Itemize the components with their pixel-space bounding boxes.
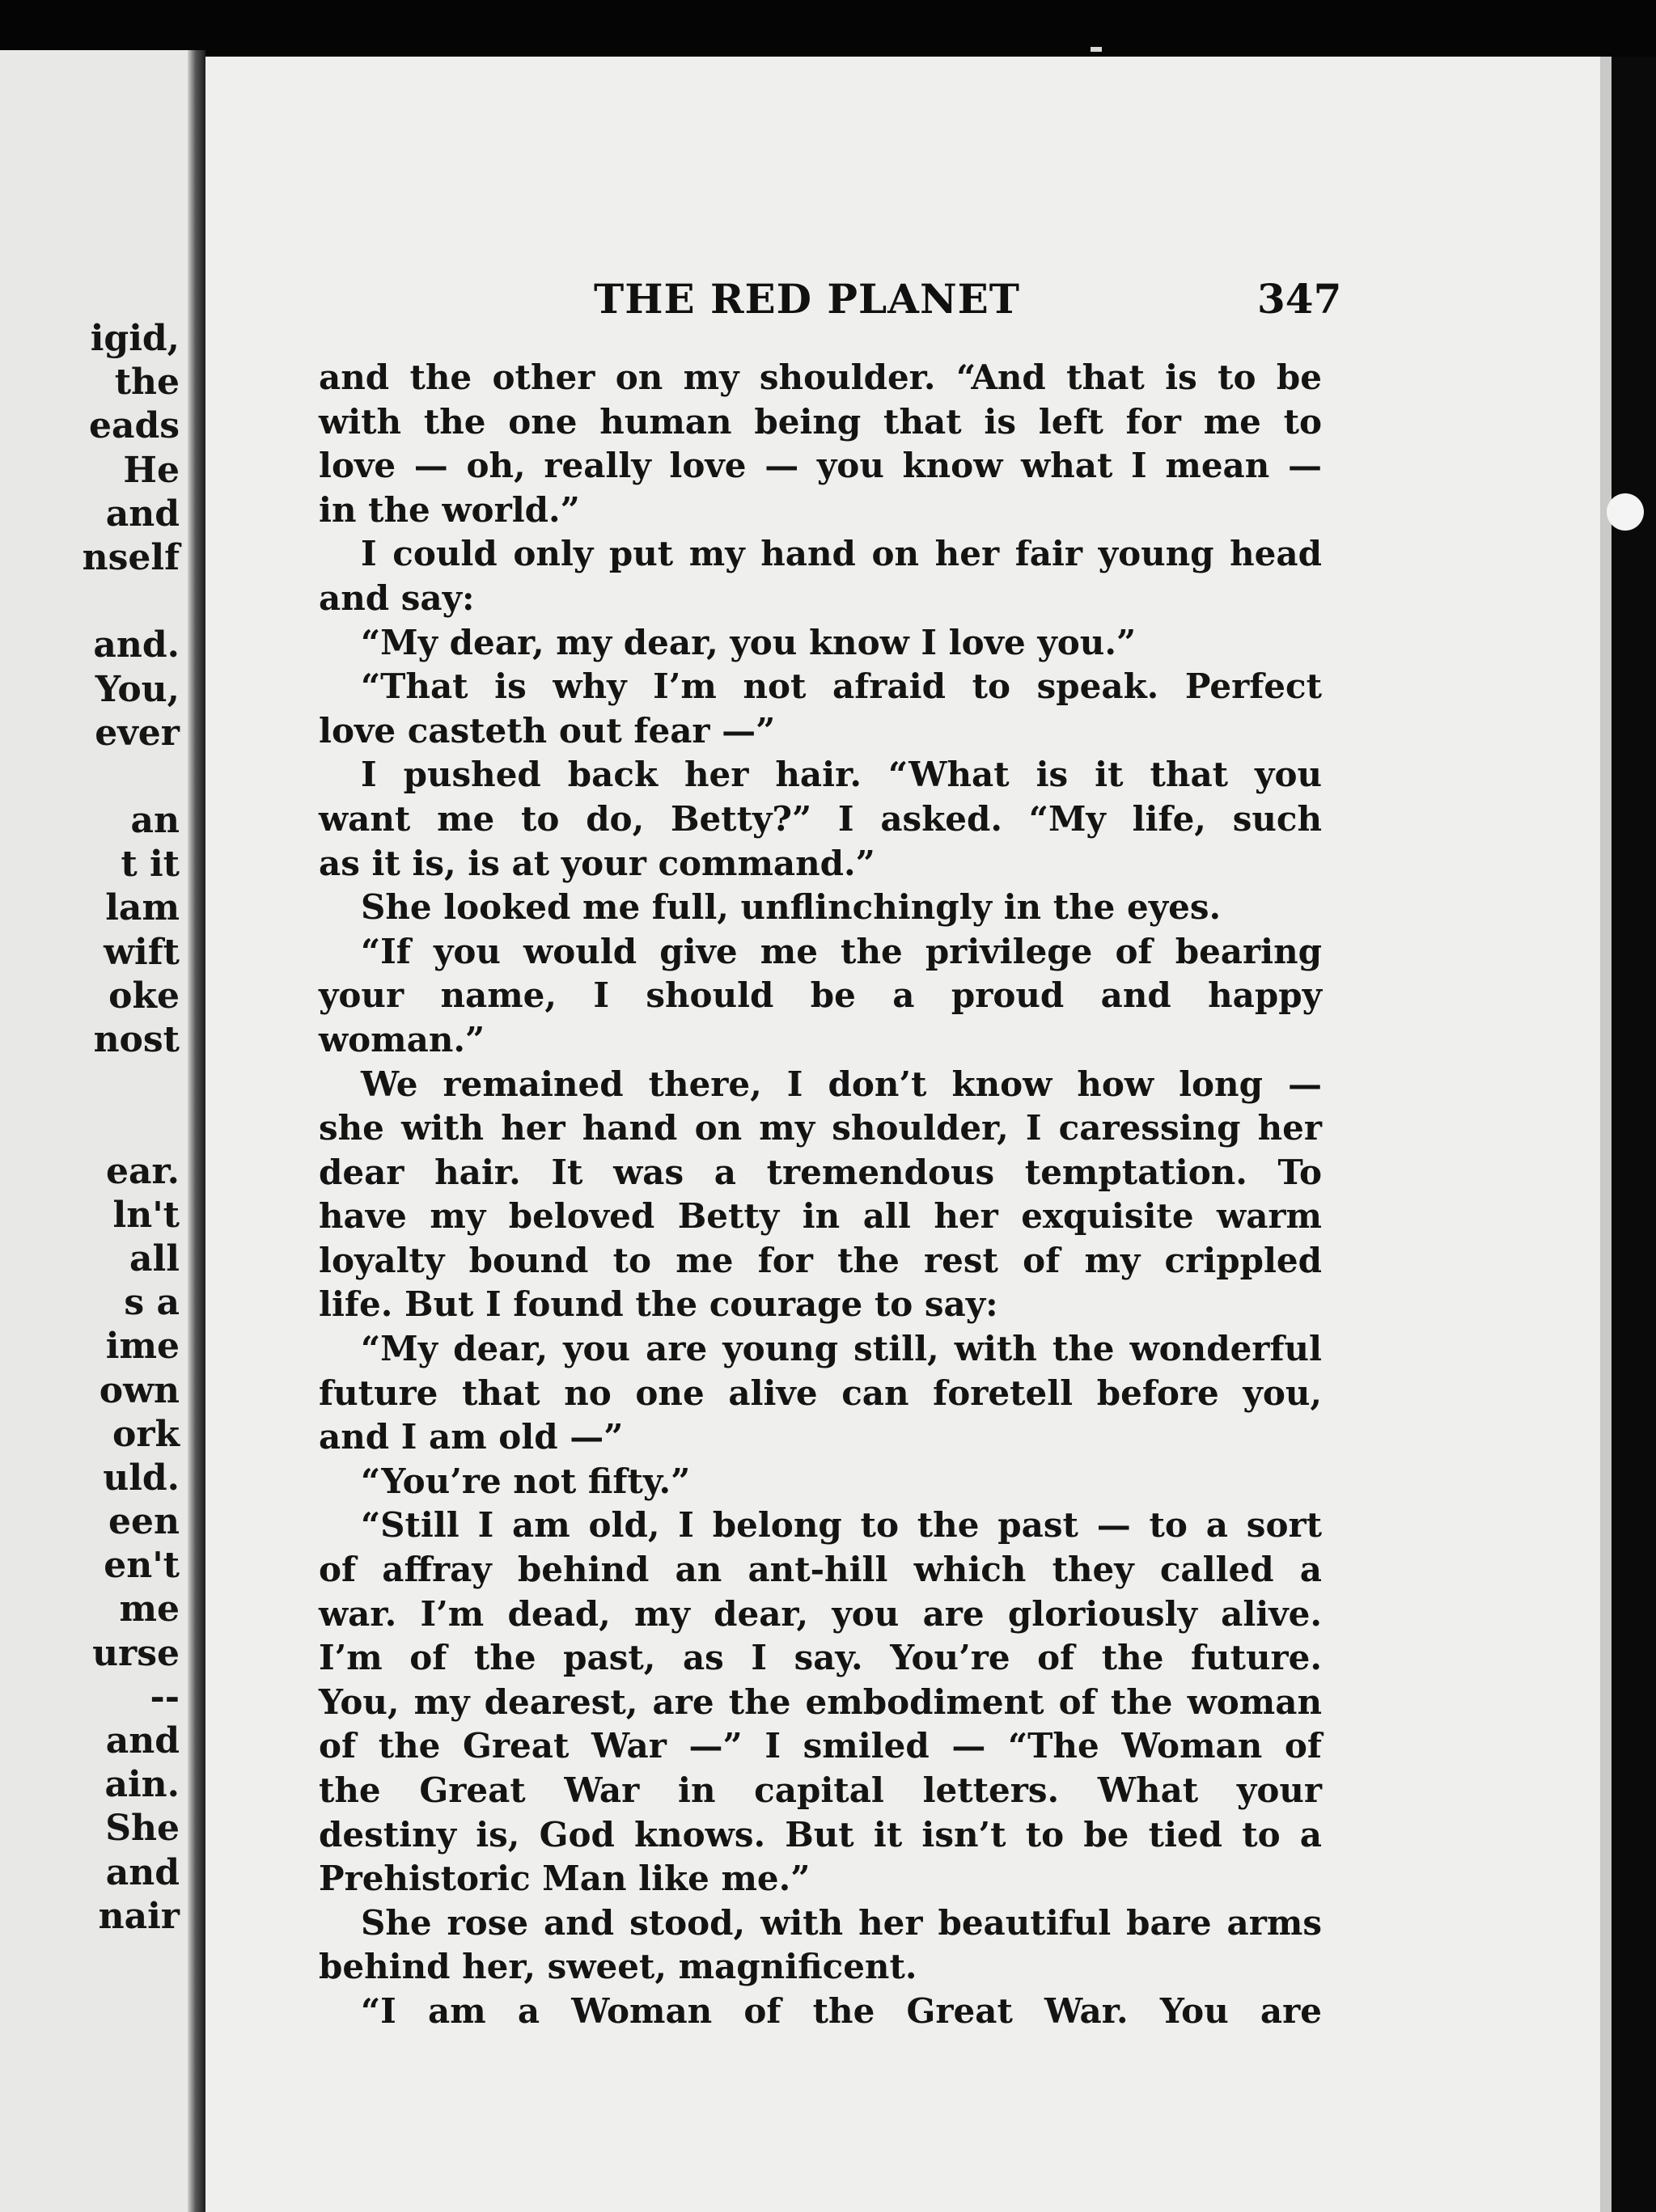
running-title: THE RED PLANET	[594, 275, 1020, 323]
text-line: destiny is, God knows. But it isn’t to be tied to a	[319, 1814, 1322, 1855]
text-line: love — oh, really love — you know what I mean —	[319, 446, 1322, 486]
facing-page-fragment: nself	[82, 536, 180, 578]
facing-page-fragment: and	[105, 1851, 180, 1893]
facing-page-fragment: eads	[88, 405, 180, 447]
facing-page-fragment: She	[105, 1808, 180, 1850]
book-gutter	[188, 50, 205, 2212]
scan-speck	[1091, 47, 1102, 52]
text-line: of the Great War —” I smiled — “The Woman of	[319, 1726, 1322, 1766]
text-line: “Still I am old, I belong to the past — to a sort	[361, 1505, 1322, 1546]
facing-page-fragment: the	[114, 362, 180, 404]
text-line: of affray behind an ant-hill which they called a	[319, 1550, 1322, 1590]
facing-page-fragment: ain.	[104, 1764, 180, 1806]
facing-page-fragment: urse	[92, 1632, 180, 1674]
text-line: “My dear, you are young still, with the wonderful	[361, 1329, 1322, 1369]
text-line: life. But I found the courage to say:	[319, 1284, 998, 1325]
facing-page-fragment: own	[99, 1369, 180, 1411]
text-line: have my beloved Betty in all her exquisite warm	[319, 1196, 1322, 1237]
facing-page-fragment: uld.	[103, 1457, 180, 1499]
text-line: I’m of the past, as I say. You’re of the future.	[319, 1638, 1322, 1678]
text-line: You, my dearest, are the embodiment of the woman	[319, 1681, 1322, 1722]
text-line: She rose and stood, with her beautiful bare arms	[361, 1902, 1322, 1943]
text-line: want me to do, Betty?” I asked. “My life, such	[319, 798, 1322, 839]
text-line: the Great War in capital letters. What your	[319, 1770, 1322, 1810]
facing-page-fragment: and	[105, 1720, 180, 1762]
text-line: “If you would give me the privilege of bearing	[361, 931, 1322, 971]
text-line: as it is, is at your command.”	[319, 843, 875, 883]
facing-page-fragment: He	[123, 449, 180, 491]
text-line: future that no one alive can foretell before you,	[319, 1372, 1322, 1413]
text-line: She looked me full, unflinchingly in the eyes.	[361, 887, 1222, 928]
facing-page-fragment: oke	[108, 975, 180, 1017]
text-line: behind her, sweet, magnificent.	[319, 1947, 917, 1987]
facing-page-fragment: een	[108, 1501, 180, 1543]
facing-page-fragment: ork	[112, 1413, 180, 1455]
text-line: I could only put my hand on her fair young head	[361, 534, 1322, 574]
page-edge-shadow	[1612, 57, 1656, 2212]
text-line: war. I’m dead, my dear, you are gloriously alive.	[319, 1593, 1322, 1634]
text-line: “That is why I’m not afraid to speak. Perfect	[361, 666, 1322, 707]
text-line: woman.”	[319, 1019, 485, 1059]
running-head	[205, 275, 1600, 332]
facing-page-fragment: t it	[121, 844, 180, 886]
facing-page-fragment: and.	[93, 624, 180, 666]
text-line: with the one human being that is left for me to	[319, 401, 1322, 442]
text-line: she with her hand on my shoulder, I caressing her	[319, 1108, 1322, 1148]
text-line: your name, I should be a proud and happy	[319, 975, 1322, 1016]
text-line: in the world.”	[319, 489, 580, 530]
facing-page-fragment	[83, 580, 180, 624]
facing-page-fragment: lam	[105, 887, 180, 929]
text-line: Prehistoric Man like me.”	[319, 1859, 811, 1899]
book-page	[205, 57, 1600, 2212]
text-line: “You’re not fifty.”	[361, 1461, 691, 1501]
facing-page-fragment: nost	[93, 1019, 180, 1060]
text-line: and say:	[319, 577, 475, 618]
text-line: dear hair. It was a tremendous temptation. To	[319, 1152, 1322, 1192]
facing-page-fragment: s a	[124, 1282, 180, 1324]
facing-page-fragment: en't	[104, 1545, 180, 1587]
facing-page-fragment	[83, 1106, 180, 1149]
facing-page-fragment: an	[130, 800, 180, 842]
text-line: We remained there, I don’t know how long —	[361, 1064, 1322, 1104]
facing-page-fragment: ime	[105, 1326, 180, 1368]
facing-page-fragment: and	[105, 493, 180, 535]
text-line: I pushed back her hair. “What is it that you	[361, 755, 1322, 795]
facing-page-fragment: all	[129, 1237, 180, 1279]
text-line: loyalty bound to me for the rest of my crippled	[319, 1240, 1322, 1280]
facing-page-fragment: wift	[104, 931, 180, 973]
facing-page-fragment: igid,	[90, 318, 180, 359]
page-edge	[1600, 57, 1612, 2212]
facing-page-fragment: You,	[95, 668, 180, 710]
page-number: 347	[1257, 275, 1342, 323]
punch-hole	[1607, 493, 1644, 531]
facing-page-fragment	[83, 1062, 180, 1106]
facing-page-fragment: ln't	[112, 1194, 180, 1236]
facing-page-fragment: me	[119, 1588, 180, 1630]
facing-page-left	[0, 50, 188, 2212]
text-line: “My dear, my dear, you know I love you.”	[361, 622, 1137, 662]
facing-page-fragment: ever	[95, 712, 180, 754]
text-line: and I am old —”	[319, 1417, 624, 1457]
facing-page-text-fragments	[83, 317, 180, 1939]
facing-page-fragment: nair	[98, 1895, 180, 1937]
text-line: love casteth out fear —”	[319, 710, 776, 751]
body-text	[319, 356, 1322, 2034]
facing-page-fragment	[83, 755, 180, 799]
facing-page-fragment: ear.	[106, 1150, 180, 1192]
text-line: “I am a Woman of the Great War. You are	[361, 1990, 1322, 2031]
text-line: and the other on my shoulder. “And that is to be	[319, 357, 1322, 397]
facing-page-fragment: --	[150, 1676, 180, 1718]
